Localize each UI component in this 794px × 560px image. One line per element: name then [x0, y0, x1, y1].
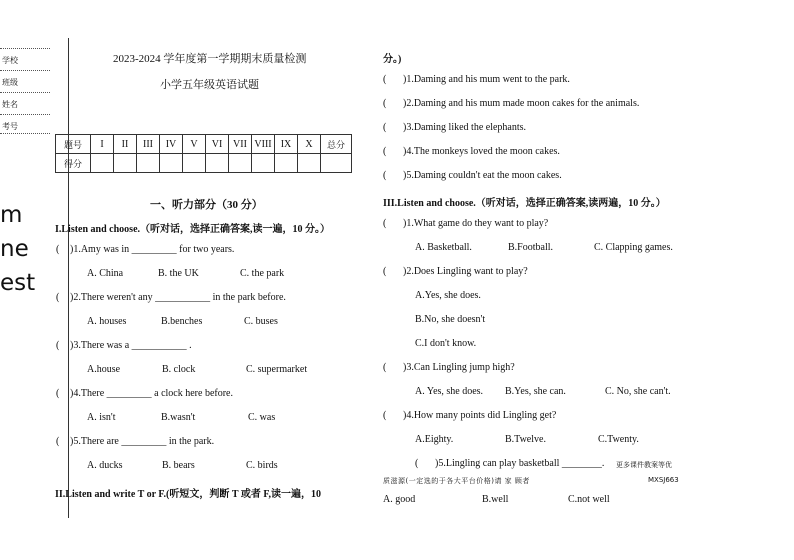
option-b: B.benches — [161, 316, 203, 327]
score-table-numeral: I — [91, 135, 114, 154]
score-cell[interactable] — [160, 154, 183, 173]
binding-label-class: 班级 — [2, 78, 18, 87]
option-c: C. was — [248, 412, 276, 423]
binding-field-line — [0, 92, 50, 94]
option-a: A. good — [383, 494, 416, 505]
binding-label-id: 考号 — [2, 122, 18, 131]
option-c: C.I don't know. — [415, 338, 477, 349]
score-cell[interactable] — [321, 154, 352, 173]
answer-paren[interactable]: ( — [383, 74, 387, 85]
tf-statement: )5.Daming couldn't eat the moon cakes. — [403, 170, 562, 181]
answer-paren[interactable]: ( — [56, 244, 60, 255]
answer-paren[interactable]: ( — [383, 266, 387, 277]
score-table-numeral: II — [114, 135, 137, 154]
binding-label-school: 学校 — [2, 56, 18, 65]
score-table-header-row — [56, 135, 352, 154]
answer-paren[interactable]: ( — [383, 122, 387, 133]
part3-title: III.Listen and choose.（听对话，选择正确答案,读两遍，10 分。） — [383, 198, 666, 209]
question-stem: )5.Lingling can play basketball ________. — [435, 458, 605, 469]
answer-paren[interactable]: ( — [56, 340, 60, 351]
tf-item — [383, 170, 562, 181]
question-stem: )1.What game do they want to play? — [403, 218, 549, 229]
score-cell[interactable] — [91, 154, 114, 173]
option-b: B.Twelve. — [505, 434, 546, 445]
option-a: A.house — [87, 364, 121, 375]
score-table-numeral: III — [137, 135, 160, 154]
part2-title: II.Listen and write T or F.(听短文，判断 T 或者 F,读一遍，10 — [55, 489, 322, 500]
tf-statement: )3.Daming liked the elephants. — [403, 122, 527, 133]
score-table-numeral: VI — [206, 135, 229, 154]
option-b: B.Football. — [508, 242, 554, 253]
question-stem: )3.There was a ___________ . — [70, 340, 192, 351]
watermark-text: 更多课件教案等优 — [616, 461, 672, 469]
question-stem: )3.Can Lingling jump high? — [403, 362, 515, 373]
option-a: A. isn't — [87, 412, 116, 423]
option-a: A. houses — [87, 316, 127, 327]
option-a: A.Yes, she does. — [415, 290, 481, 301]
cut-off-line: est — [0, 270, 36, 296]
binding-field-line — [0, 114, 50, 116]
score-table-score-row — [56, 154, 352, 173]
option-a: A.Eighty. — [415, 434, 454, 445]
watermark-code: MXSJ663 — [648, 476, 679, 484]
answer-paren[interactable]: ( — [56, 292, 60, 303]
option-c: C. No, she can't. — [605, 386, 671, 397]
binding-field-line — [0, 133, 50, 135]
question-item — [383, 410, 556, 421]
exam-title: 2023-2024 学年度第一学期期末质量检测 — [113, 53, 307, 65]
watermark-text: 质滋源(一定选的于各大平台价格)请 家 顾者 — [383, 477, 530, 485]
score-table-label: 题号 — [56, 135, 91, 154]
option-a: A. China — [87, 268, 124, 279]
cut-off-line: m — [0, 202, 23, 228]
option-b: B. clock — [162, 364, 196, 375]
option-a: A. Basketball. — [415, 242, 472, 253]
tf-statement: )1.Daming and his mum went to the park. — [403, 74, 570, 85]
cut-off-line: ne — [0, 236, 29, 262]
answer-paren[interactable]: ( — [383, 410, 387, 421]
question-item — [383, 218, 548, 229]
part2-continuation: 分。) — [383, 54, 402, 65]
option-c: C. birds — [246, 460, 278, 471]
score-table-numeral: X — [298, 135, 321, 154]
score-table-numeral: IV — [160, 135, 183, 154]
option-a: A. Yes, she does. — [415, 386, 484, 397]
answer-paren[interactable]: ( — [56, 436, 60, 447]
option-c: C.not well — [568, 494, 610, 505]
option-b: B.Yes, she can. — [505, 386, 566, 397]
question-item — [383, 362, 515, 373]
answer-paren[interactable]: ( — [383, 170, 387, 181]
question-item — [56, 436, 214, 447]
question-item — [415, 458, 604, 469]
part1-title: I.Listen and choose.（听对话，选择正确答案,读一遍，10 分。） — [55, 224, 331, 235]
question-stem: )5.There are _________ in the park. — [70, 436, 215, 447]
score-cell[interactable] — [137, 154, 160, 173]
binding-field-line — [0, 70, 50, 72]
tf-item — [383, 74, 570, 85]
score-cell[interactable] — [183, 154, 206, 173]
option-a: A. ducks — [87, 460, 123, 471]
score-table-total: 总分 — [321, 135, 352, 154]
question-item — [56, 340, 192, 351]
option-b: B.well — [482, 494, 509, 505]
score-cell[interactable] — [206, 154, 229, 173]
question-stem: )1.Amy was in _________ for two years. — [70, 244, 235, 255]
score-table — [55, 134, 352, 173]
score-cell[interactable] — [275, 154, 298, 173]
tf-item — [383, 122, 526, 133]
option-c: C. supermarket — [246, 364, 308, 375]
question-stem: )4.There _________ a clock here before. — [70, 388, 233, 399]
question-stem: )4.How many points did Lingling get? — [403, 410, 557, 421]
answer-paren[interactable]: ( — [383, 362, 387, 373]
answer-paren[interactable]: ( — [383, 218, 387, 229]
option-b: B. bears — [162, 460, 195, 471]
question-stem: )2.Does Lingling want to play? — [403, 266, 528, 277]
option-b: B.wasn't — [161, 412, 196, 423]
option-c: C. Clapping games. — [594, 242, 673, 253]
tf-statement: )4.The monkeys loved the moon cakes. — [403, 146, 560, 157]
exam-subtitle: 小学五年级英语试题 — [160, 79, 259, 91]
score-cell[interactable] — [298, 154, 321, 173]
score-cell[interactable] — [229, 154, 252, 173]
answer-paren[interactable]: ( — [383, 146, 387, 157]
answer-paren[interactable]: ( — [415, 458, 419, 469]
answer-paren[interactable]: ( — [56, 388, 60, 399]
tf-item — [383, 98, 639, 109]
tf-statement: )2.Daming and his mum made moon cakes for the animals. — [403, 98, 640, 109]
score-table-numeral: IX — [275, 135, 298, 154]
tf-item — [383, 146, 560, 157]
option-c: C. buses — [244, 316, 278, 327]
question-item — [56, 244, 234, 255]
score-cell[interactable] — [252, 154, 275, 173]
option-c: C.Twenty. — [598, 434, 639, 445]
score-table-numeral: V — [183, 135, 206, 154]
score-table-label: 得分 — [56, 154, 91, 173]
question-item — [383, 266, 528, 277]
question-item — [56, 292, 286, 303]
option-b: B. the UK — [158, 268, 199, 279]
option-b: B.No, she doesn't — [415, 314, 486, 325]
question-stem: )2.There weren't any ___________ in the park before. — [70, 292, 286, 303]
score-table-numeral: VIII — [252, 135, 275, 154]
binding-label-name: 姓名 — [2, 100, 18, 109]
score-table-numeral: VII — [229, 135, 252, 154]
answer-paren[interactable]: ( — [383, 98, 387, 109]
cut-off-text — [0, 198, 35, 300]
score-cell[interactable] — [114, 154, 137, 173]
binding-field-line — [0, 48, 50, 50]
section-title: 一、听力部分（30 分） — [150, 199, 263, 211]
question-item — [56, 388, 233, 399]
option-c: C. the park — [240, 268, 285, 279]
